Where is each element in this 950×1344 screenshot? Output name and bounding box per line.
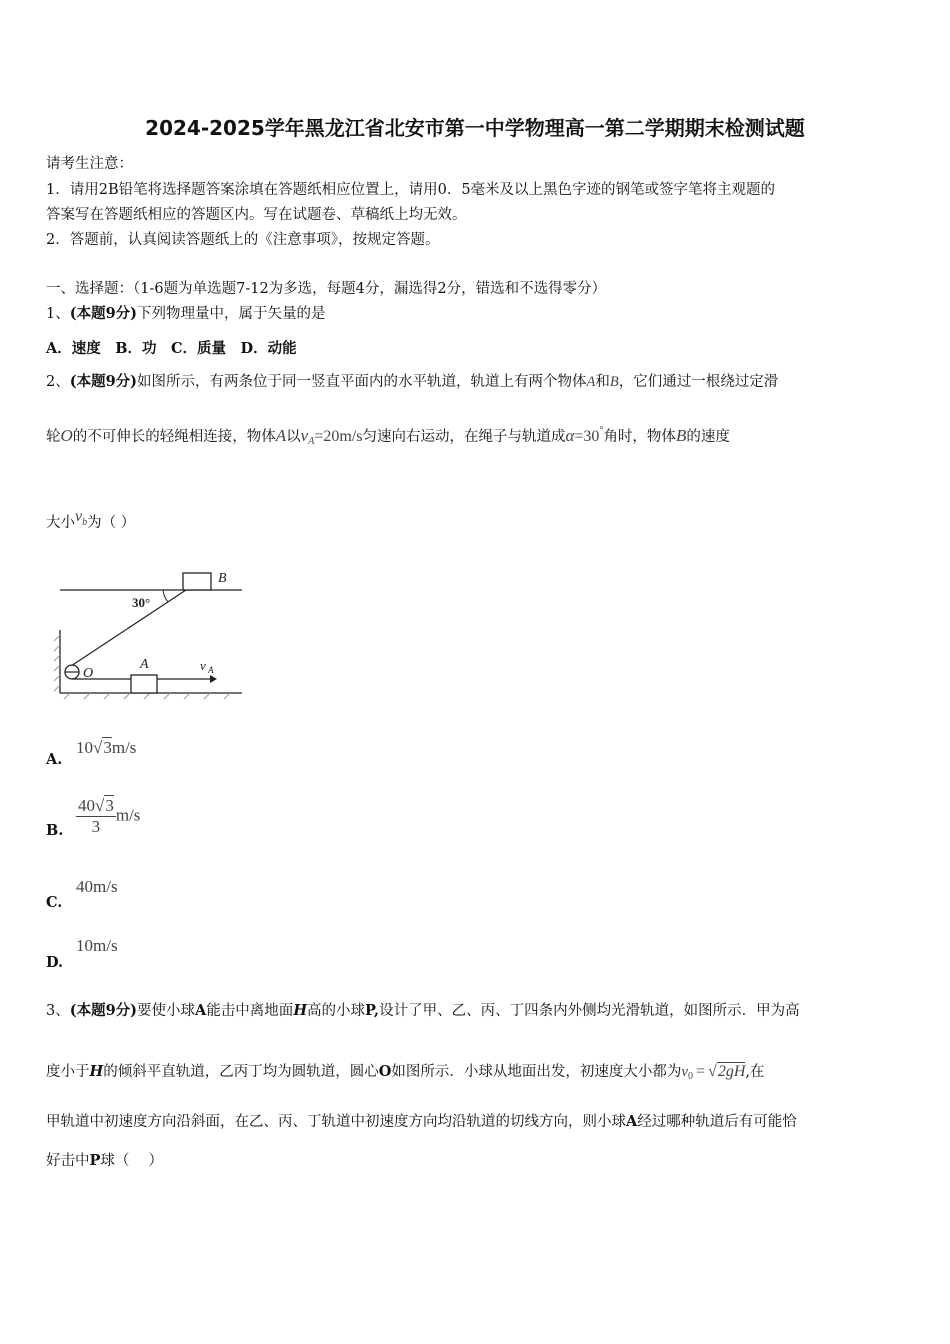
angle-symbol: α — [565, 426, 575, 445]
notice-item-1-line-1: 1．请用2B铅笔将选择题答案涂填在答题纸相应位置上，请用0．5毫米及以上黑色字迹的钢笔或签字笔将主观题的 — [46, 182, 776, 198]
option-label-b: B. — [46, 822, 64, 839]
velocity-value: =20m/s — [314, 428, 363, 445]
symbol-b: B — [675, 426, 687, 445]
degree-symbol: ° — [599, 425, 604, 436]
question-3-line-2: 度小于H的倾斜平直轨道，乙丙丁均为圆轨道，圆心O如图所示．小球从地面出发，初速度大小都为$v_0 = √2gH$,在 — [46, 1063, 765, 1082]
option-label-a: A. — [46, 751, 63, 768]
label-b: B — [218, 571, 227, 586]
question-number: 3、 — [46, 1003, 70, 1019]
question-number: 2、 — [46, 374, 70, 390]
option-a-value: 10√3m/s — [76, 738, 137, 757]
block-a — [131, 675, 157, 693]
question-text: 轮 — [46, 429, 61, 445]
question-text: 的不可伸长的轻绳相连接，物体 — [72, 429, 276, 445]
question-score: (本题9分) — [69, 305, 138, 322]
question-text: 如图所示，有两条位于同一竖直平面内的水平轨道，轨道上有两个物体 — [137, 374, 587, 390]
label-a: A — [140, 657, 149, 672]
option-label-c: C. — [46, 894, 63, 911]
symbol-b: B — [609, 374, 619, 390]
question-text: 以 — [286, 429, 301, 445]
question-2-line-2 — [46, 425, 730, 447]
question-text: 要使小球 — [137, 1003, 196, 1019]
angle-arc — [163, 590, 168, 602]
label-v: v — [200, 658, 206, 673]
question-1-stem — [46, 302, 326, 323]
pulley-diagram — [50, 560, 250, 705]
question-score: (本题9分) — [69, 1002, 138, 1019]
option-d-value: 10m/s — [76, 936, 118, 955]
question-text: 为（ ） — [87, 515, 136, 531]
symbol-o: O — [60, 426, 73, 445]
option-c-value: 40m/s — [76, 877, 118, 896]
question-text: 和 — [595, 374, 610, 390]
question-text: 匀速向右运动，在绳子与轨道成 — [362, 429, 566, 445]
question-1-options: A．速度 B．功 C．质量 D．动能 — [46, 340, 297, 357]
question-number: 1、 — [46, 306, 70, 322]
label-v-sub: A — [208, 665, 214, 675]
block-b — [183, 573, 211, 590]
question-text: 角时，物体 — [603, 429, 676, 445]
question-2-line-3 — [46, 508, 135, 532]
velocity-subscript: b — [82, 517, 88, 528]
velocity-subscript: A — [308, 436, 315, 447]
notice-item-2: 2．答题前，认真阅读答题纸上的《注意事项》，按规定答题。 — [46, 232, 440, 248]
option-b-value: $\frac{40√3}{3}$ m/s — [78, 796, 141, 836]
question-3-line-3: 甲轨道中初速度方向沿斜面，在乙、丙、丁轨道中初速度方向均沿轨道的切线方向，则小球A经过哪种轨道后有可能恰 — [46, 1113, 797, 1130]
question-text: ，它们通过一根绕过定滑 — [618, 374, 779, 390]
label-angle: 30° — [132, 595, 151, 610]
symbol-a: A — [275, 426, 287, 445]
velocity-symbol: v — [75, 508, 83, 525]
question-score: (本题9分) — [69, 373, 138, 390]
velocity-symbol: v — [300, 426, 309, 445]
question-text: 下列物理量中，属于矢量的是 — [137, 306, 326, 322]
option-label-d: D. — [46, 954, 64, 971]
section-heading: 一、选择题：（1-6题为单选题7-12为多选，每题4分，漏选得2分，错选和不选得零分） — [46, 281, 607, 297]
question-3-line-1: 3、(本题9分)要使小球A能击中离地面H高的小球P,设计了甲、乙、丙、丁四条内外侧均光滑轨道，如图所示．甲为高 — [46, 1002, 800, 1019]
question-text: 大小 — [46, 515, 75, 531]
question-3-line-4: 好击中P球（ ） — [46, 1152, 164, 1169]
notice-item-1-line-2: 答案写在答题纸相应的答题区内。写在试题卷、草稿纸上均无效。 — [46, 207, 467, 223]
angle-value: =30 — [574, 428, 600, 445]
symbol-a: A — [586, 374, 596, 390]
notice-heading: 请考生注意： — [46, 156, 133, 172]
v0-symbol: v — [681, 1064, 689, 1080]
sqrt-2gh: 2gH — [717, 1063, 746, 1080]
label-o: O — [83, 666, 94, 681]
page-title: 2024-2025学年黑龙江省北安市第一中学物理高一第二学期期末检测试题 — [145, 116, 805, 140]
question-2-line-1 — [46, 370, 778, 391]
question-text: 的速度 — [686, 429, 730, 445]
